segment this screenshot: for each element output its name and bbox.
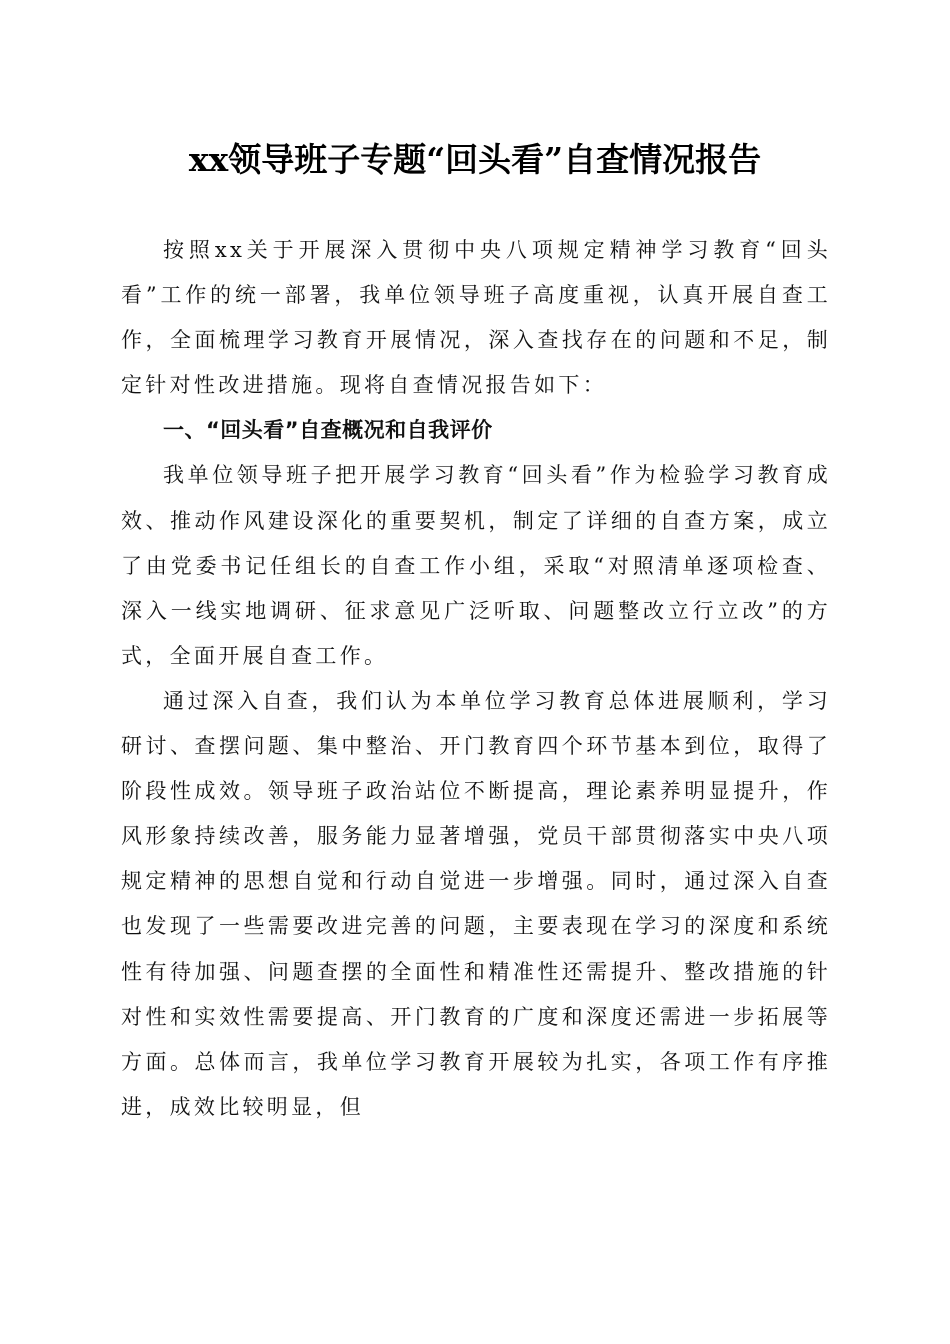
section1-paragraph-2: 通过深入自查，我们认为本单位学习教育总体进展顺利，学习研讨、查摆问题、集中整治、开门教育四个环节基本到位，取得了阶段性成效。领导班子政治站位不断提高，理论素养明显提升，作风形象持续改善，服务能力显著增强，党员干部贯彻落实中央八项规定精神的思想自觉和行动自觉进一步增强。同时，通过深入自查也发现了一些需要改进完善的问题，主要表现在学习的深度和系统性有待加强、问题查摆的全面性和精准性还需提升、整改措施的针对性和实效性需要提高、开门教育的广度和深度还需进一步拓展等方面。总体而言，我单位学习教育开展较为扎实，各项工作有序推进，成效比较明显，但 (121, 688, 831, 1119)
intro-paragraph: 按照xx关于开展深入贯彻中央八项规定精神学习教育“回头看”工作的统一部署，我单位领导班子高度重视，认真开展自查工作，全面梳理学习教育开展情况，深入查找存在的问题和不足，制定针对性改进措施。现将自查情况报告如下： (121, 238, 831, 398)
section1-paragraph-1: 我单位领导班子把开展学习教育“回头看”作为检验学习教育成效、推动作风建设深化的重要契机，制定了详细的自查方案，成立了由党委书记任组长的自查工作小组，采取“对照清单逐项检查、深入一线实地调研、征求意见广泛听取、问题整改立行立改”的方式，全面开展自查工作。 (121, 463, 831, 668)
document-body (121, 228, 831, 1130)
section-heading-1: 一、“回头看”自查概况和自我评价 (163, 418, 493, 443)
document-title: xx领导班子专题“回头看”自查情况报告 (188, 140, 762, 179)
